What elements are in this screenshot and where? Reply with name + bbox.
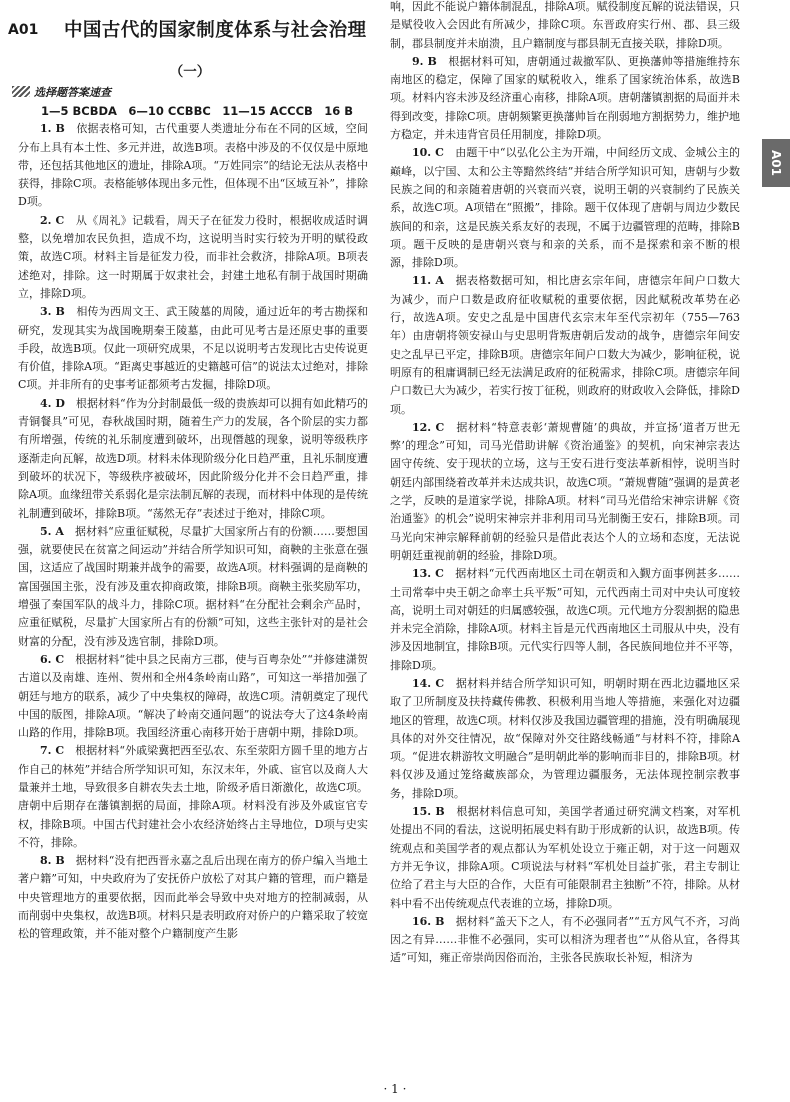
explanation-text: 依据表格可知，古代重要人类遗址分布在不同的区域，空间分布上具有本土性、多元并进，故选B项。表格中涉及的不仅仅是中原地带，还包括其他地区的遗址，排除A项。“万姓同宗”的结论无法从表格中获得，排除C项。表格能够体现出多元性，但体现不出“区域互补”，排除D项。 [18, 122, 369, 209]
side-tab-label: A01 [769, 150, 783, 176]
explanation-text: 从《周礼》记载看，周天子在征发力役时，根据收成适时调整，以免增加农民负担，造成不均，这说明当时实行较为开明的赋役政策，故选C项。材料主旨是征发力役，而非社会救济，排除A项。B项表述绝对，排除。这一时期属于奴隶社会，封建土地私有制于战国时期确立，排除D项。 [18, 213, 369, 300]
explanation-text: 据材料“没有把西晋永嘉之乱后出现在南方的侨户编入当地土著户籍”可知，中央政府为了安抚侨户放松了对其户籍的管理，而户籍是中央管理地方的重要依据，因而此举会导致中央对地方的控制减弱，从而削弱中央集权，故选B项。材料只是表明政府对侨户的户籍采取了较宽松的管理政策，并不能对整个户籍制度产生影 [18, 854, 368, 941]
explanation-paragraph [390, 53, 740, 144]
question-number: 16. B [412, 914, 445, 928]
explanation-paragraph [18, 120, 368, 211]
question-number: 9. B [412, 54, 437, 68]
explanation-text: 据表格数据可知，相比唐玄宗年间，唐德宗年间户口数大为减少，而户口数是政府征收赋税的重要依据，因此赋税改革势在必行，故选A项。安史之乱是中国唐代玄宗末年至代宗初年（755—763年）由唐朝将领安禄山与史思明背叛唐朝后发动的战争，唐德宗年间安史之乱早已平定，排除B项。唐德宗年间户口数大为减少，影响征税，说明原有的租庸调制已经无法满足政府的征税需求，排除C项。唐德宗年间户口数已大为减少，若实行按丁征税，则政府的财政收入会降低，排除D项。 [390, 274, 740, 416]
explanation-paragraph [18, 523, 368, 651]
question-number: 2. C [40, 213, 65, 227]
explanation-text: 据材料“元代西南地区土司在朝贡和入觐方面事例甚多……土司常奉中央王朝之命率土兵平叛”可知，元代西南土司对中央认可度较高，说明土司对朝廷的归属感较强，故选C项。元代地方分裂割据的隐患并未完全消除，排除A项。材料主旨是元代西南地区土司服从中央，没有涉及因地制宜，排除B项。元代实行四等人制，各民族间地位并不平等，排除D项。 [390, 567, 740, 672]
explanation-paragraph [390, 0, 740, 53]
unit-code: A01 [8, 22, 39, 38]
explanation-text: 据材料“特意表彰‘萧规曹随’的典故，并宣扬‘道者万世无弊’的理念”可知，司马光借助讲解《资治通鉴》的契机，向宋神宗表达固守传统、安于现状的立场，这与王安石进行变法革新相悖，说明当时朝廷内部围绕着改革并未达成共识，故选C项。“萧规曹随”强调的是黄老之学，反映的是道家学说，排除A项。材料“司马光借给宋神宗讲解《资治通鉴》的机会”说明宋神宗并非利用司马光制衡王安石，排除B项。司马光向宋神宗解释前朝的经验只是借此表达个人的立场和态度，无法说明朝廷重视前朝的经验，排除D项。 [390, 420, 740, 562]
explanation-paragraph [18, 395, 368, 523]
question-number: 10. C [412, 146, 444, 160]
question-number: 11. A [412, 274, 444, 288]
answer-key-label [12, 84, 111, 100]
explanation-paragraph [18, 852, 368, 943]
question-number: 13. C [412, 567, 444, 581]
explanation-text: 根据材料可知，唐朝通过裁撤军队、更换藩帅等措施维持东南地区的稳定，保障了国家的赋税收入，维系了国家统治体系，故选B项。材料内容未涉及经济重心南移，排除A项。唐朝藩镇割据的局面并未得到改变，排除C项。唐朝频繁更换藩帅旨在削弱地方割据势力，维护地方稳定，并未违背官员任用制度，排除D项。 [390, 54, 741, 142]
explanation-paragraph [18, 651, 368, 742]
page-header [8, 2, 372, 50]
explanation-text: 根据材料“外戚梁冀把西至弘农、东至荥阳方圆千里的地方占作自己的林苑”并结合所学知识可知，东汉末年，外戚、宦官以及商人大量兼并土地，导致很多自耕农失去土地，阶级矛盾日渐激化，故选C项。唐朝中后期存在藩镇割据的局面，排除A项。材料没有涉及外戚宦官专权，排除B项。中国古代封建社会小农经济始终占主导地位，D项与史实不符，排除。 [18, 744, 369, 849]
explanation-text: 据材料并结合所学知识可知，明朝时期在西北边疆地区采取了卫所制度及扶持藏传佛教、积极利用当地人等措施，来强化对边疆地区的管理，故选C项。材料仅涉及我国边疆管理的措施，没有明确展现具体的对外交往情况，故“保障对外交往路线畅通”与材料不符，排除A项。“促进农耕游牧文明融合”是明朝此举的影响而非目的，排除B项。材料仅涉及通过笼络藏族部众，为管理边疆服务，无法体现控制宗教事务，排除D项。 [390, 676, 740, 800]
explanation-paragraph [18, 212, 368, 303]
explanation-text: 根据材料信息可知，美国学者通过研究满文档案，对军机处提出不同的看法，这说明拓展史料有助于形成新的认识，故选B项。传统观点和美国学者的观点都认为军机处设立于雍正朝，对于这一问题双方并无争议，排除A项。C项说法与材料“军机处目益扩张，君主专制让位给了君主与大臣的合作，大臣有可能限制君主独断”不符，排除。从材料中看不出传统观点代表谁的立场，排除D项。 [390, 805, 741, 910]
explanation-text: 根据材料“作为分封制最低一级的贵族却可以拥有如此精巧的青铜餐具”可见，春秋战国时期，随着生产力的发展，各个阶层的实力都有所增强，传统的礼乐制度遭到破坏，出现僭越的现象，说明等级秩序逐渐走向瓦解，故选D项。材料未体现阶级分化日趋严重，且礼乐制度遭到破坏的状况下，等级秩序被破坏，因此阶级分化并不会日趋严重，排除A项。血缘纽带关系弱化是宗法制瓦解的表现，而材料中体现的是传统礼制遭到破坏，排除B项。“荡然无存”表述过于绝对，排除C项。 [18, 396, 369, 520]
answer-key-label-text: 选择题答案速查 [34, 86, 111, 99]
explanation-text: 根据材料“徙中县之民南方三郡，使与百粤杂处”“并修建潇贺古道以及南雄、连州、贺州和全州4条岭南山路”，可知这一举措加强了朝廷与地方的联系，减少了中央集权的障碍，故选C项。清朝奠定了现代中国的版图，排除A项。“解决了岭南交通问题”的说法夸大了这4条岭南山路的作用，排除B项。我国经济重心南移开始于唐朝中期，排除D项。 [18, 652, 368, 740]
question-number: 3. B [40, 305, 65, 319]
question-number: 1. B [40, 122, 65, 136]
explanation-paragraph [390, 565, 740, 675]
question-number: 5. A [40, 524, 64, 538]
page-title: 中国古代的国家制度体系与社会治理 [64, 20, 367, 41]
question-number: 4. D [40, 396, 65, 410]
question-number: 8. B [40, 854, 65, 868]
explanation-paragraph [390, 803, 740, 913]
explanation-paragraph [390, 913, 740, 968]
explanation-paragraph [390, 144, 740, 272]
question-number: 15. B [412, 805, 445, 819]
explanation-paragraph [390, 272, 740, 418]
explanation-paragraph [18, 742, 368, 852]
question-number: 12. C [412, 420, 445, 434]
answer-key: 1—5 BCBDA 6—10 CCBBC 11—15 ACCCB 16 B [41, 104, 354, 118]
explanation-text: 据材料“应重征赋税，尽量扩大国家所占有的份额……要想国强，就要使民在贫富之间运动”并结合所学知识可知，商鞅的主张意在强国，这适应了战国时期兼并战争的需要，故选A项。材料强调的是商鞅的富国强国主张，没有涉及重农抑商政策，排除B项。商鞅主张奖励军功，增强了秦国军队的战斗力，排除C项。据材料“在分配社会剩余产品时，应重征赋税，尽量扩大国家所占有的份额”可知，这些主张针对的是社会财富的分配，没有涉及选官制，排除D项。 [18, 524, 368, 648]
explanation-paragraph [390, 419, 740, 565]
stripe-marker-icon [12, 86, 30, 97]
explanation-text: 由题干中“以弘化公主为开端，中间经历文成、金城公主的巅峰，以宁国、太和公主等黯然终结”并结合所学知识可知，唐朝与少数民族之间的和亲随着唐朝的兴衰而兴衰，说明王朝的兴衰制约了民族关系，故选C项。A项错在“照搬”，排除。题干仅体现了唐朝与周边少数民族间的和亲，这是民族关系友好的表现，不属于边疆管理的范畴，排除B项。题干反映的是唐朝兴衰与和亲的关系，而不是探索和亲不断的根源，排除D项。 [390, 146, 740, 270]
side-tab [762, 139, 790, 187]
question-number: 7. C [40, 744, 65, 758]
page-number: · 1 · [383, 1082, 407, 1096]
explanation-paragraph [18, 303, 368, 394]
section-subtitle: （一） [169, 64, 211, 80]
question-number: 14. C [412, 676, 445, 690]
right-column [390, 0, 740, 968]
left-column [18, 102, 368, 944]
explanation-text: 据材料“盖天下之人，有不必强同者”“五方风气不齐，习尚因之有异……非惟不必强同，实可以相济为理者也”“从俗从宜，各得其适”可知，雍正帝崇尚因俗而治，主张各民族取长补短，相济为 [390, 914, 741, 965]
question-number: 6. C [40, 652, 65, 666]
explanation-paragraph [390, 675, 740, 803]
explanation-text: 相传为西周文王、武王陵墓的周陵，通过近年的考古勘探和研究，发现其实为战国晚期秦王陵墓，由此可见考古是还原史事的重要手段，故选B项。仅此一项研究成果，不足以说明考古发现比古史传说更有价值，排除A项。“距离史事越近的史籍越可信”的说法太过绝对，排除C项。并非所有的史事考证都须考古发掘，排除D项。 [18, 305, 369, 392]
explanation-text: 响，因此不能说户籍体制混乱，排除A项。赋役制度瓦解的说法错误，只是赋役收入会因此有所减少，排除C项。东晋政府实行州、郡、县三级制，郡县制度并未崩溃，且户籍制度与郡县制无直接关联，排除D项。 [390, 0, 740, 50]
